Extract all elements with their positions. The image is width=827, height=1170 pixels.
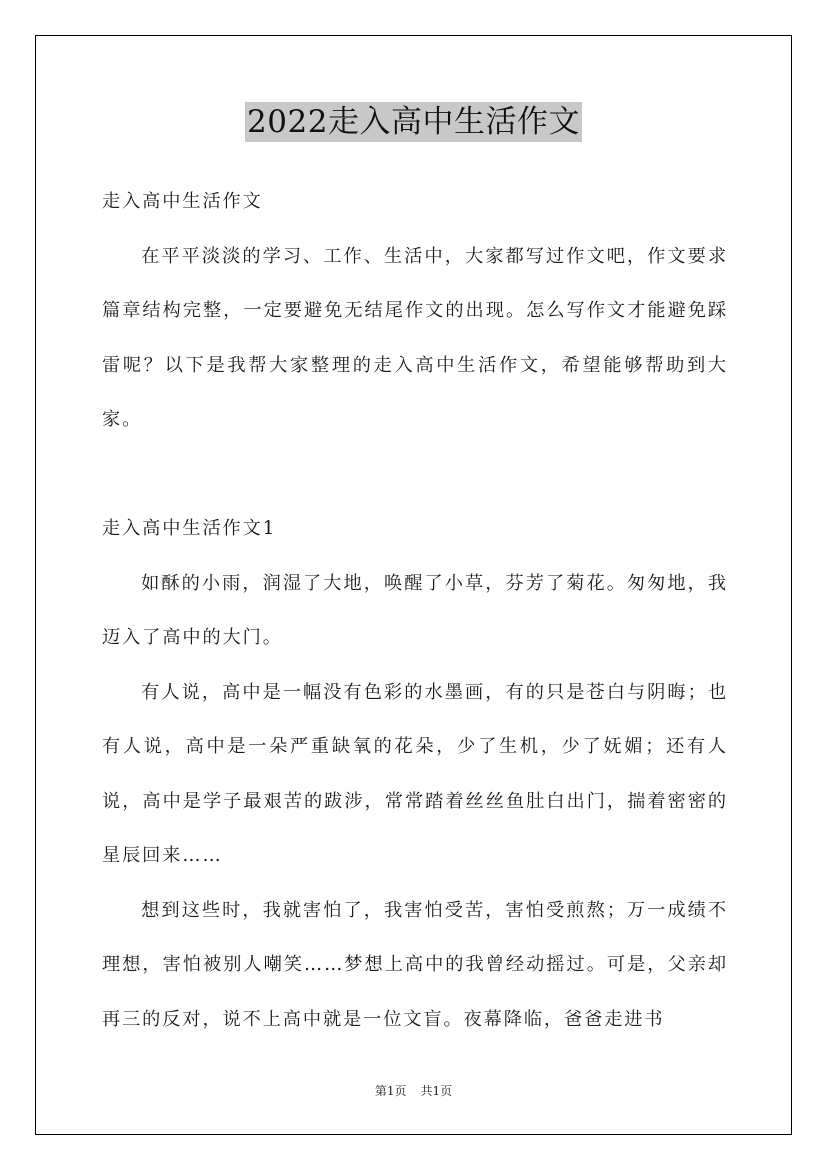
body-paragraph: 有人说，高中是一幅没有色彩的水墨画，有的只是苍白与阴晦；也有人说，高中是一朵严重缺氧的花朵，少了生机，少了妩媚；还有人说，高中是学子最艰苦的跋涉，常常踏着丝丝鱼肚白出门，揣着密密的星辰回来…… bbox=[102, 681, 728, 866]
essay-heading: 走入高中生活作文1 bbox=[102, 518, 277, 539]
section-heading: 走入高中生活作文 bbox=[102, 191, 263, 212]
body-paragraph: 如酥的小雨，润湿了大地，唤醒了小草，芬芳了菊花。匆匆地，我迈入了高中的大门。 bbox=[102, 572, 728, 648]
page-total: 共1页 bbox=[420, 1084, 453, 1098]
page-number: 第1页 bbox=[374, 1084, 407, 1098]
body-paragraph: 想到这些时，我就害怕了，我害怕受苦，害怕受煎熬；万一成绩不理想，害怕被别人嘲笑……梦想上高中的我曾经动摇过。可是，父亲却再三的反对，说不上高中就是一位文盲。夜幕降临，爸爸走进书 bbox=[102, 899, 728, 1030]
document-body bbox=[102, 175, 728, 1047]
page-footer bbox=[0, 1083, 827, 1099]
document-title: 2022走入高中生活作文 bbox=[247, 104, 580, 140]
title-container bbox=[0, 102, 827, 142]
intro-paragraph: 在平平淡淡的学习、工作、生活中，大家都写过作文吧，作文要求篇章结构完整，一定要避免无结尾作文的出现。怎么写作文才能避免踩雷呢？以下是我帮大家整理的走入高中生活作文，希望能够帮助到大家。 bbox=[102, 245, 728, 430]
